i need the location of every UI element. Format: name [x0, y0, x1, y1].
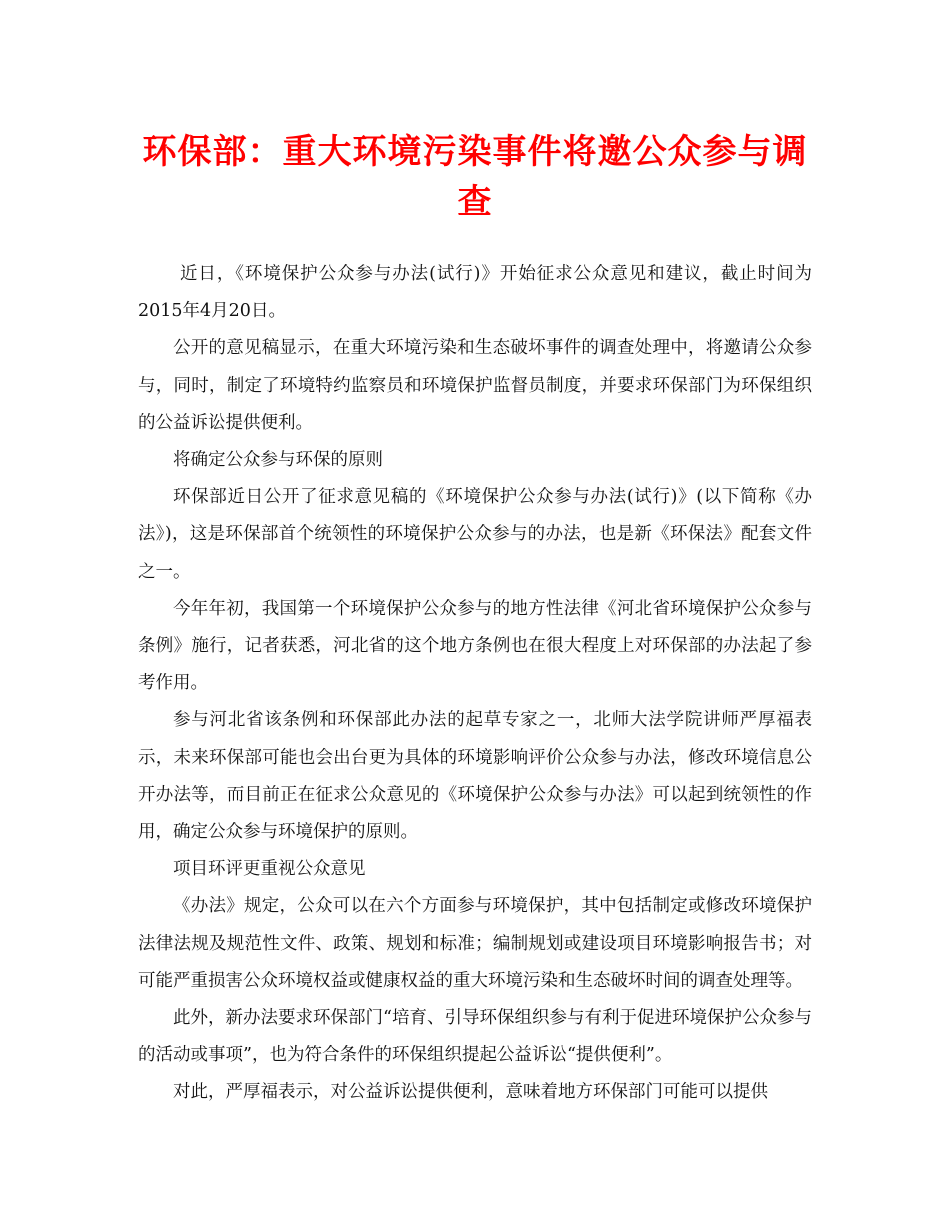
paragraph: 《办法》规定，公众可以在六个方面参与环境保护，其中包括制定或修改环境保护法律法规及规范性文件、政策、规划和标准；编制规划或建设项目环境影响报告书；对可能严重损害公众环境权益或健康权益的重大环境污染和生态破坏时间的调查处理等。 — [138, 896, 812, 991]
paragraph: 此外，新办法要求环保部门“培育、引导环保组织参与有利于促进环境保护公众参与的活动或事项”，也为符合条件的环保组织提起公益诉讼“提供便利”。 — [138, 1008, 812, 1066]
paragraph: 对此，严厚福表示，对公益诉讼提供便利，意味着地方环保部门可能可以提供 — [173, 1082, 768, 1103]
section-heading: 将确定公众参与环保的原则 — [173, 450, 383, 471]
paragraph: 环保部近日公开了征求意见稿的《环境保护公众参与办法(试行)》(以下简称《办法》)，这是环保部首个统领性的环境保护公众参与的办法，也是新《环保法》配套文件之一。 — [138, 487, 812, 582]
document-title: 环保部：重大环境污染事件将邀公众参与调查 — [142, 132, 808, 222]
paragraph: 公开的意见稿显示，在重大环境污染和生态破坏事件的调查处理中，将邀请公众参与，同时，制定了环境特约监察员和环境保护监督员制度，并要求环保部门为环保组织的公益诉讼提供便利。 — [138, 338, 812, 433]
paragraph: 今年年初，我国第一个环境保护公众参与的地方性法律《河北省环境保护公众参与条例》施行，记者获悉，河北省的这个地方条例也在很大程度上对环保部的办法起了参考作用。 — [138, 598, 812, 694]
document-body — [138, 256, 812, 1112]
paragraph: 近日，《环境保护公众参与办法(试行)》开始征求公众意见和建议，截止时间为2015年4月20日。 — [138, 264, 812, 322]
section-heading: 项目环评更重视公众意见 — [173, 859, 366, 880]
paragraph: 参与河北省该条例和环保部此办法的起草专家之一，北师大法学院讲师严厚福表示，未来环保部可能也会出台更为具体的环境影响评价公众参与办法，修改环境信息公开办法等，而目前正在征求公众意见的《环境保护公众参与办法》可以起到统领性的作用，确定公众参与环境保护的原则。 — [138, 710, 812, 843]
